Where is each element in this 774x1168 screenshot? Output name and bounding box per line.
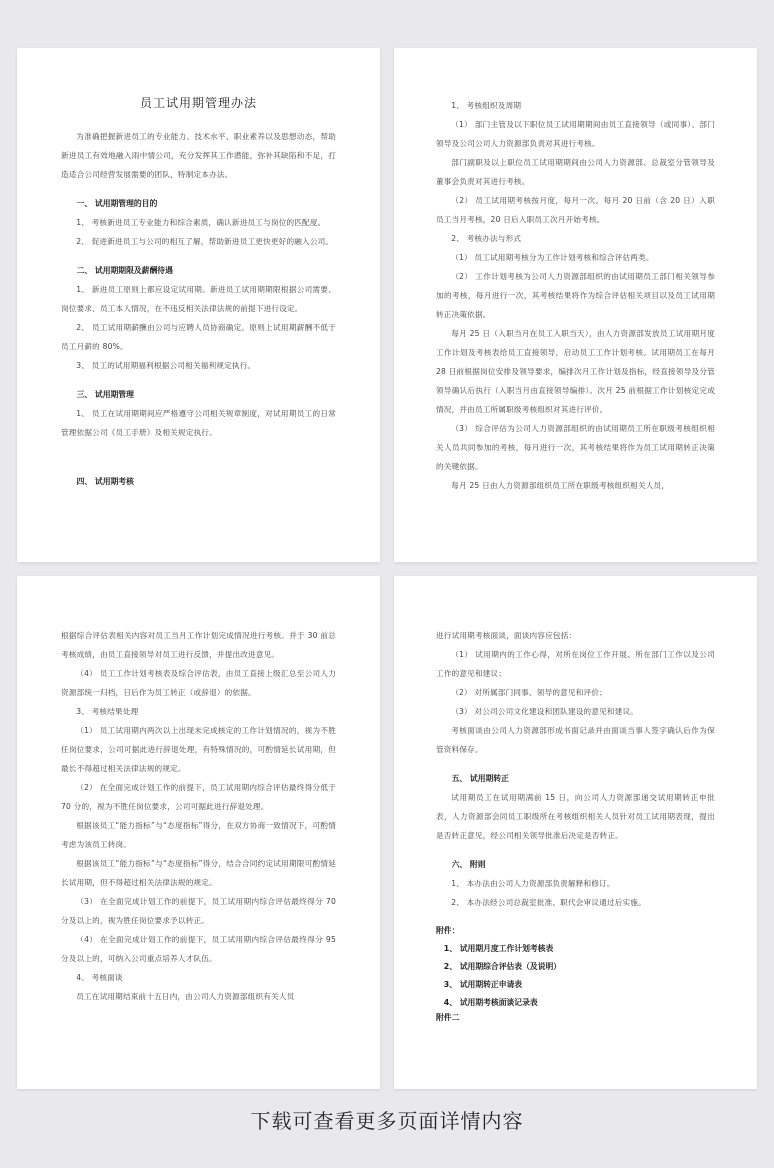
paragraph: 1、 考核新进员工专业能力和综合素质，确认新进员工与岗位的匹配度。 xyxy=(76,218,326,227)
paragraph: （1） 试用期内的工作心得，对所在岗位工作开展、所在部门工作以及公司工作的意见和建议； xyxy=(436,650,715,678)
paragraph: （3） 对公司公司文化建设和团队建设的意见和建议。 xyxy=(451,707,639,716)
paragraph: 根据该员工“能力指标”与“态度指标”得分，结合合同约定试用期限可酌情延长试用期，但不得超过相关法律法规的规定。 xyxy=(61,859,336,887)
attachments-label: 附件： xyxy=(436,926,460,935)
attachment-item: 3、 试用期转正申请表 xyxy=(443,980,523,989)
paragraph: （1） 员工试用期考核分为工作计划考核和综合评估两类。 xyxy=(451,253,654,262)
paragraph: 2、 考核办法与形式 xyxy=(451,234,522,243)
document-page-2 xyxy=(394,48,757,562)
attachment-two-label: 附件二 xyxy=(436,1013,460,1022)
paragraph: 1、 考核组织及周期 xyxy=(451,101,522,110)
section-heading: 六、 附则 xyxy=(451,860,486,869)
section-heading: 二、 试用期期限及薪酬待遇 xyxy=(76,266,173,275)
section-heading: 四、 试用期考核 xyxy=(76,477,134,486)
paragraph: 根据综合评估表相关内容对员工当月工作计划完成情况进行考核。并于 30 前总考核成绩，由员工直接领导对员工进行反馈，并提出改进意见。 xyxy=(61,631,336,659)
paragraph: 3、 考核结果处理 xyxy=(76,707,139,716)
paragraph: （1） 部门主管及以下职位员工试用期期间由员工直接领导（或同事）、部门领导及公司公司人力资源部负责对其进行考核。 xyxy=(436,120,715,148)
paragraph: 部门副职及以上职位员工试用期期间由公司人力资源部、总裁室分管领导及董事会负责对其进行考核。 xyxy=(436,158,715,186)
document-page-4 xyxy=(394,576,757,1089)
paragraph: （1） 员工试用期内两次以上出现未完成核定的工作计划情况的，视为不胜任岗位要求，公司可据此进行辞退处理，有特殊情况的，可酌情延长试用期，但最长不得超过相关法律法规的规定。 xyxy=(61,726,336,773)
paragraph: 1、 新进员工原则上都应设定试用期。新进员工试用期期限根据公司需要、岗位要求、员工本人情况，在不违反相关法律法规的前提下进行设定。 xyxy=(61,285,336,313)
paragraph: 每月 25 日（入职当月在员工入职当天），由人力资源部发放员工试用期月度工作计划及考核表给员工直接领导，启动员工工作计划考核。试用期员工在每月 28 日前根据岗位安排及领导要求，编排次月工作计划及指标，经直接领导及分管领导确认后执行（入职当月由直接领导编排）。次月 25 前根据工作计划核定完成情况，并由员工所属职级考核组织对其进行评价。 xyxy=(436,329,715,414)
document-page-1 xyxy=(17,48,380,562)
paragraph: 3、 员工的试用期福利根据公司相关福利规定执行。 xyxy=(76,361,256,370)
paragraph: 2、 本办法经公司总裁室批准、职代会审议通过后实施。 xyxy=(451,898,646,907)
paragraph: （3） 综合评估为公司人力资源部组织的由试用期员工所在职级考核组织相关人员共同参加的考核，每月进行一次，其考核结果将作为员工试用期转正决策的关键依据。 xyxy=(436,424,715,471)
paragraph: 每月 25 日由人力资源部组织员工所在职级考核组织相关人员， xyxy=(451,481,670,490)
attachment-item: 2、 试用期综合评估表（及说明） xyxy=(443,962,562,971)
paragraph: 根据该员工“能力指标”与“态度指标”得分，在双方协商一致情况下，可酌情考虑为该员工转岗。 xyxy=(61,821,336,849)
paragraph: （2） 对所属部门同事、领导的意见和评价； xyxy=(451,688,607,697)
paragraph: （2） 在全面完成计划工作的前提下，员工试用期内综合评估最终得分低于 70 分的，视为不胜任岗位要求，公司可据此进行辞退处理。 xyxy=(61,783,336,811)
page-3-body xyxy=(61,626,336,1006)
download-more-link[interactable]: 下载可查看更多页面详情内容 xyxy=(250,1109,524,1133)
attachments-list xyxy=(436,940,715,1012)
page-4-body xyxy=(436,626,715,912)
paragraph: 1、 本办法由公司人力资源部负责解释和修订。 xyxy=(451,879,615,888)
paragraph: 进行试用期考核面谈，面谈内容应包括： xyxy=(436,631,577,640)
section-heading: 一、 试用期管理的目的 xyxy=(76,199,158,208)
paragraph: 为准确把握新进员工的专业能力、技术水平、职业素养以及思想动态，帮助新进员工有效地融入雨中情公司，充分发挥其工作潜能，弥补其缺陷和不足，打造适合公司经营发展需要的团队，特制定本办法。 xyxy=(61,132,336,179)
paragraph: （4） 在全面完成计划工作的前提下，员工试用期内综合评估最终得分 95 分及以上的，可纳入公司重点培养人才队伍。 xyxy=(61,935,336,963)
document-page-3 xyxy=(17,576,380,1089)
page-1-body xyxy=(61,127,336,491)
section-heading: 五、 试用期转正 xyxy=(451,774,509,783)
paragraph: 员工在试用期结束前十五日内，由公司人力资源部组织有关人员 xyxy=(76,992,295,1001)
attachment-item: 4、 试用期考核面谈记录表 xyxy=(443,998,538,1007)
paragraph: 1、 员工在试用期期间应严格遵守公司相关规章制度，对试用期员工的日常管理依据公司《员工手册》及相关规定执行。 xyxy=(61,409,336,437)
paragraph: （3） 在全面完成计划工作的前提下，员工试用期内综合评估最终得分 70 分及以上的，视为胜任岗位要求予以转正。 xyxy=(61,897,336,925)
paragraph: 2、 员工试用期薪酬由公司与应聘人员协商确定。原则上试用期薪酬不低于员工月薪的 80%。 xyxy=(61,323,336,351)
paragraph: 考核面谈由公司人力资源部形成书面记录并由面谈当事人签字确认后作为保管资料保存。 xyxy=(436,726,715,754)
paragraph: 试用期员工在试用期满前 15 日，向公司人力资源部递交试用期转正申批表，人力资源部会同员工职级所在考核组织相关人员针对员工试用期表现，提出是否转正意见，经公司相关领导批准后决定是否转正。 xyxy=(436,793,715,840)
document-title: 员工试用期管理办法 xyxy=(139,96,257,110)
paragraph: （4） 员工工作计划考核表及综合评估表，由员工直接上级汇总至公司人力资源部统一归档，日后作为员工转正（或辞退）的依据。 xyxy=(61,669,336,697)
paragraph: 4、 考核面谈 xyxy=(76,973,123,982)
paragraph: 2、 促进新进员工与公司的相互了解，帮助新进员工更快更好的融入公司。 xyxy=(76,237,334,246)
page-2-body xyxy=(436,96,715,495)
attachment-item: 1、 试用期月度工作计划考核表 xyxy=(443,944,554,953)
section-heading: 三、 试用期管理 xyxy=(76,390,134,399)
paragraph: （2） 员工试用期考核按月度，每月一次。每月 20 日前（含 20 日）入职员工当月考核，20 日后入职员工次月开始考核。 xyxy=(436,196,715,224)
paragraph: （2） 工作计划考核为公司人力资源部组织的由试用期员工部门相关领导参加的考核，每月进行一次，其考核结果将作为综合评估相关项目以及员工试用期转正决策依据。 xyxy=(436,272,715,319)
